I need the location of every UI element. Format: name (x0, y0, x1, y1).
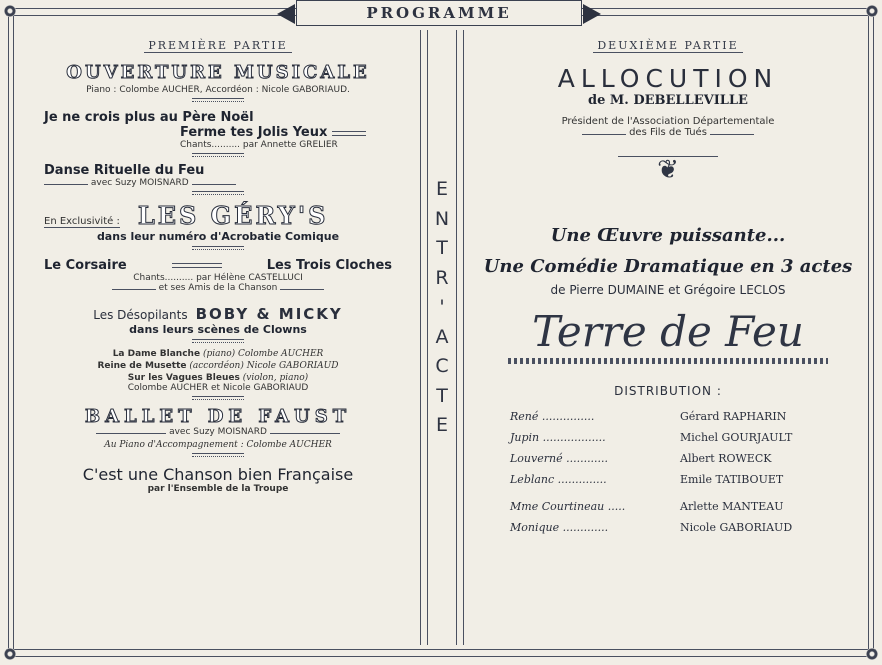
cast-role: Mme Courtineau ..... (510, 500, 626, 513)
cast-actor: Michel GOURJAULT (680, 431, 793, 444)
ouverture-title: OUVERTURE MUSICALE (66, 62, 370, 83)
allocution-title: ALLOCUTION (557, 64, 779, 93)
danse-title: Danse Rituelle du Feu (44, 163, 205, 178)
frame-left-border (8, 10, 14, 655)
entracte-letter: R (435, 266, 449, 289)
chants-grelier: Chants.......... par Annette GRELIER (180, 140, 338, 150)
corsaire-title: Le Corsaire (44, 258, 127, 273)
separator-ornament (192, 98, 244, 102)
faust-piano: Au Piano d'Accompagnement : Colombe AUCHER (104, 440, 332, 450)
separator-ornament (192, 339, 244, 343)
entracte-letter: E (435, 414, 448, 436)
programme-title-box (296, 0, 582, 26)
diamond-left-icon (277, 4, 295, 24)
chanson-title: C'est une Chanson bien Française (82, 465, 354, 484)
diamond-right-icon (583, 4, 601, 24)
entracte-letter: N (434, 207, 450, 230)
pere-noel-title: Je ne crois plus au Père Noël (44, 110, 254, 125)
rule (582, 134, 626, 135)
first-part-heading: PREMIÈRE PARTIE (144, 39, 291, 53)
entracte-letter: C (435, 355, 449, 377)
separator-ornament (192, 396, 244, 400)
boby-micky-title: BOBY & MICKY (195, 305, 343, 323)
double-rule (172, 263, 222, 268)
entracte-letter: A (435, 325, 449, 348)
vagues-title: Sur les Vagues Bleues (127, 373, 240, 383)
comedie-line: Une Comédie Dramatique en 3 actes (483, 256, 853, 277)
reine-musette-detail: (accordéon) Nicole GABORIAUD (189, 361, 339, 371)
second-part-column (468, 30, 868, 538)
gerys-title: LES GÉRY'S (137, 201, 329, 230)
entracte-text (421, 175, 463, 441)
corner-ornament-icon (4, 648, 16, 660)
separator-ornament (192, 153, 244, 157)
cast-row (510, 517, 868, 538)
chants-castelluci: Chants.......... par Hélène CASTELLUCI (133, 273, 303, 283)
play-title: Terre de Feu (532, 307, 804, 356)
rule (44, 184, 88, 185)
corner-ornament-icon (866, 5, 878, 17)
rule (280, 289, 324, 290)
authors-line: de Pierre DUMAINE et Grégoire LECLOS (550, 283, 786, 297)
danse-avec: avec Suzy MOISNARD (90, 178, 189, 188)
vagues-detail: (violon, piano) (242, 373, 309, 383)
cast-row (510, 496, 868, 517)
rule (96, 433, 166, 434)
rule (192, 184, 236, 185)
allocution-speaker: de M. DEBELLEVILLE (588, 93, 748, 108)
cast-actor: Arlette MANTEAU (680, 500, 784, 513)
reine-musette-title: Reine de Musette (97, 361, 187, 371)
clowns-description: dans leurs scènes de Clowns (129, 323, 307, 336)
cast-role: Jupin .................. (510, 431, 606, 444)
cast-actor: Gérard RAPHARIN (680, 410, 787, 423)
cast-role: Leblanc .............. (510, 473, 607, 486)
entracte-column (420, 30, 464, 645)
cast-actor: Nicole GABORIAUD (680, 521, 793, 534)
rose-ornament-icon: ❦ (657, 155, 679, 185)
cast-row (510, 427, 868, 448)
separator-ornament (192, 453, 244, 457)
programme-title: PROGRAMME (366, 4, 512, 22)
vagues-artists: Colombe AUCHER et Nicole GABORIAUD (127, 383, 309, 393)
faust-avec: avec Suzy MOISNARD (169, 427, 267, 437)
rule (270, 433, 340, 434)
frame-right-border (868, 10, 874, 655)
first-part-column (18, 30, 418, 494)
dame-blanche-title: La Dame Blanche (112, 349, 201, 359)
amis-chanson: et ses Amis de la Chanson (158, 283, 278, 293)
cast-role: René ............... (510, 410, 595, 423)
oeuvre-line: Une Œuvre puissante... (550, 225, 786, 246)
fils-line: des Fils de Tués (629, 127, 707, 138)
cast-row (510, 469, 868, 490)
cast-list (510, 406, 868, 538)
cast-row (510, 406, 868, 427)
faust-title: BALLET DE FAUST (84, 406, 352, 427)
frame-bottom-border (6, 649, 876, 657)
ouverture-performers: Piano : Colombe AUCHER, Accordéon : Nicole GABORIAUD. (86, 85, 350, 95)
president-line: Président de l'Association Départementale (561, 116, 775, 127)
double-rule (332, 131, 366, 136)
dame-blanche-detail: (piano) Colombe AUCHER (202, 349, 324, 359)
separator-ornament (192, 191, 244, 195)
cast-role: Louverné ............ (510, 452, 609, 465)
corner-ornament-icon (866, 648, 878, 660)
cast-row (510, 448, 868, 469)
cast-role: Monique ............. (510, 521, 609, 534)
distribution-heading: DISTRIBUTION : (614, 384, 722, 398)
cloches-title: Les Trois Cloches (266, 258, 392, 273)
cast-actor: Albert ROWECK (680, 452, 772, 465)
desopilants-label: Les Désopilants (93, 308, 188, 322)
separator-ornament (192, 246, 244, 250)
ferme-title: Ferme tes Jolis Yeux (180, 125, 328, 140)
rule (710, 134, 754, 135)
entracte-letter: T (436, 237, 448, 259)
second-part-heading: DEUXIÈME PARTIE (593, 39, 742, 53)
wave-ornament (508, 358, 828, 364)
rule (112, 289, 156, 290)
corner-ornament-icon (4, 5, 16, 17)
gerys-description: dans leur numéro d'Acrobatie Comique (96, 230, 340, 243)
entracte-letter: T (436, 384, 448, 407)
entracte-letter: E (435, 178, 448, 200)
exclusivite-label: En Exclusivité : (44, 216, 120, 227)
cast-actor: Emile TATIBOUET (680, 473, 784, 486)
troupe-line: par l'Ensemble de la Troupe (147, 484, 289, 494)
entracte-letter: ' (439, 296, 445, 318)
